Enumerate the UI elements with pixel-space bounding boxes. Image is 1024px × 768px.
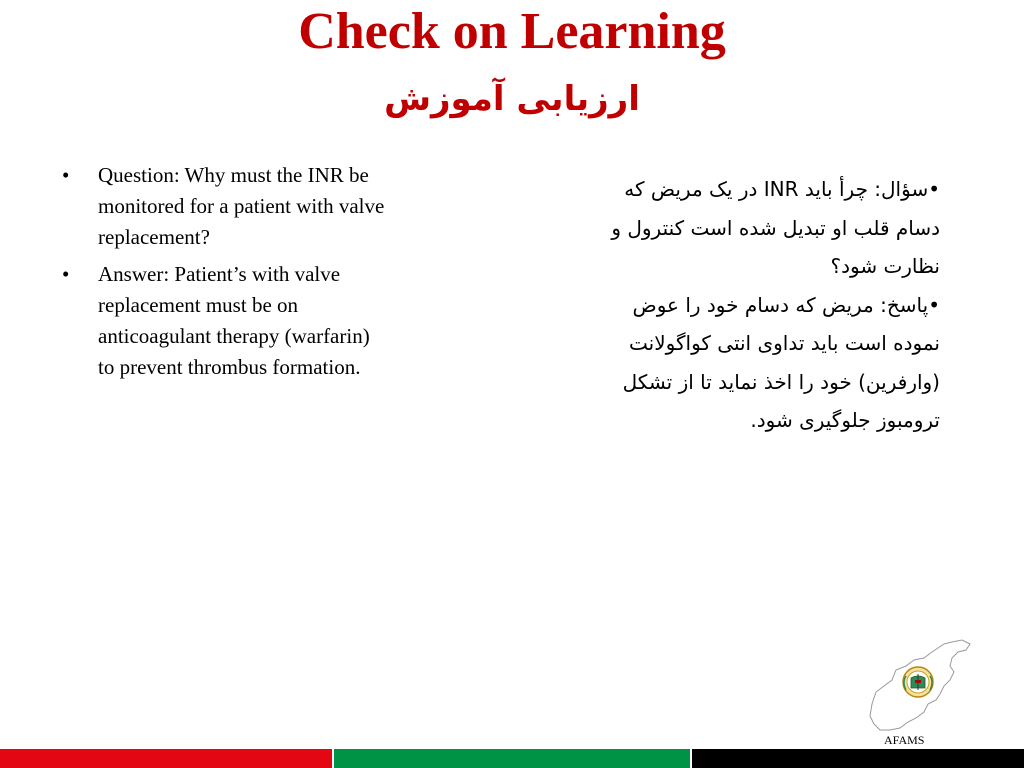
- persian-question-text: •سؤال: چرأ باید INR در یک مریض که دسام قلب او تبدیل شده است کنترول و نظارت شود؟: [611, 177, 940, 278]
- footer-org-label: AFAMS: [884, 733, 925, 747]
- footer-bar-green: [334, 749, 690, 768]
- bullet-icon: •: [62, 163, 70, 187]
- slide-title-persian: ارزیابی آموزش: [384, 79, 640, 119]
- bullet-icon: •: [62, 262, 70, 286]
- english-question-text: Question: Why must the INR be monitored for a patient with valve replacement?: [98, 163, 385, 249]
- persian-content: [592, 170, 940, 440]
- english-bullet-list: [58, 160, 388, 383]
- english-answer-text: Answer: Patient’s with valve replacement must be on anticoagulant therapy (warfarin) to prevent thrombus formation.: [98, 262, 370, 379]
- english-answer-item: [58, 259, 388, 383]
- afams-emblem-icon: [903, 667, 933, 697]
- afghanistan-map-logo: [866, 636, 974, 736]
- english-content: [58, 160, 388, 389]
- slide-title: Check on Learning: [298, 3, 726, 60]
- persian-answer-text: •پاسخ: مریض که دسام خود را عوض نموده است باید تداوی انتی کواگولانت (وارفرین) خود را اخذ نماید تا از تشکل ترومبوز جلوگیری شود.: [622, 292, 940, 432]
- english-question-item: [58, 160, 388, 253]
- footer-bar-red: [0, 749, 332, 768]
- footer-bar-black: [692, 749, 1024, 768]
